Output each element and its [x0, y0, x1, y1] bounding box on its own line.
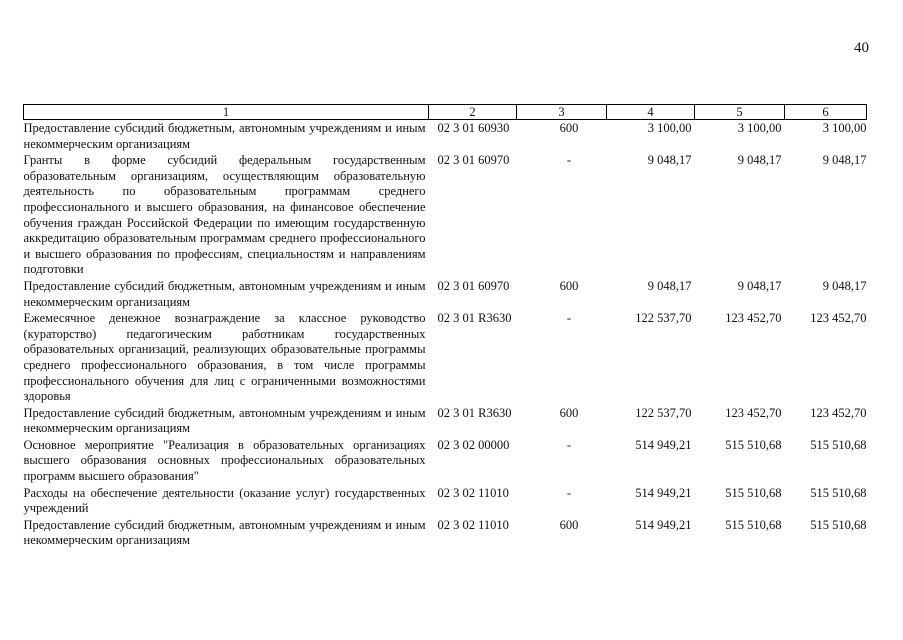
row-description: Предоставление субсидий бюджетным, автономным учреждениям и иным некоммерческим организациям	[23, 121, 426, 151]
column-header-5: 5	[695, 105, 785, 120]
row-expense-type: 600	[559, 278, 579, 293]
row-code: 02 3 02 00000	[437, 437, 510, 452]
table-body	[24, 120, 867, 550]
row-expense-type: -	[566, 485, 572, 500]
row-value-col5: 515 510,68	[725, 485, 782, 500]
row-description: Расходы на обеспечение деятельности (оказание услуг) государственных учреждений	[23, 485, 426, 516]
row-description: Гранты в форме субсидий федеральным государственным образовательным организациям, осуществляющим образовательную деятельность по образовательным программам среднего профессионального и высшего образования, на финансовое обеспечение обучения граждан Российской Федерации по имеющим государственную аккредитацию образовательным программам среднего профессионального и высшего образования по профессиям, специальностям и направлениям подготовки	[23, 153, 426, 277]
row-value-col6: 123 452,70	[810, 405, 867, 420]
row-value-col5: 9 048,17	[737, 278, 782, 293]
row-value-col6: 3 100,00	[822, 121, 867, 135]
row-value-col5: 515 510,68	[725, 517, 782, 532]
table-row	[24, 485, 867, 517]
row-value-col6: 9 048,17	[822, 153, 867, 168]
row-description: Ежемесячное денежное вознаграждение за классное руководство (кураторство) педагогическим работникам государственных образовательных организаций, реализующих образовательные программы среднего профессионального образования, в том числе программы профессионального обучения для лиц с ограниченными возможностями здоровья	[23, 311, 426, 404]
row-value-col4: 514 949,21	[635, 437, 692, 452]
row-code: 02 3 01 60970	[437, 153, 510, 168]
row-description: Предоставление субсидий бюджетным, автономным учреждениям и иным некоммерческим организациям	[23, 517, 426, 548]
table-row	[24, 278, 867, 310]
row-value-col4: 122 537,70	[635, 405, 692, 420]
row-value-col4: 9 048,17	[647, 153, 692, 168]
row-description: Предоставление субсидий бюджетным, автономным учреждениям и иным некоммерческим организациям	[23, 278, 426, 309]
column-header-6: 6	[785, 105, 867, 120]
row-expense-type: -	[566, 311, 572, 326]
table-header	[24, 105, 867, 120]
column-header-3: 3	[517, 105, 607, 120]
row-value-col6: 515 510,68	[810, 437, 867, 452]
row-description: Основное мероприятие "Реализация в образовательных организациях высшего образования основных профессиональных образовательных программ высшего образования"	[23, 437, 426, 484]
table-row	[24, 310, 867, 405]
row-expense-type: -	[566, 437, 572, 452]
row-value-col6: 123 452,70	[810, 311, 867, 326]
row-value-col4: 514 949,21	[635, 485, 692, 500]
table-row	[24, 517, 867, 549]
row-value-col4: 122 537,70	[635, 311, 692, 326]
table-row	[24, 405, 867, 437]
row-value-col5: 123 452,70	[725, 311, 782, 326]
page-number: 40	[854, 40, 869, 56]
column-header-2: 2	[429, 105, 517, 120]
row-code: 02 3 01 60970	[437, 278, 510, 293]
row-value-col4: 9 048,17	[647, 278, 692, 293]
row-expense-type: 600	[559, 517, 579, 532]
row-code: 02 3 02 11010	[437, 485, 509, 500]
column-header-4: 4	[607, 105, 695, 120]
row-expense-type: 600	[559, 405, 579, 420]
column-header-1: 1	[24, 105, 429, 120]
row-code: 02 3 01 R3630	[437, 405, 512, 420]
row-expense-type: -	[566, 153, 572, 168]
row-value-col6: 9 048,17	[822, 278, 867, 293]
table-row	[24, 437, 867, 485]
row-code: 02 3 01 60930	[437, 121, 510, 135]
row-code: 02 3 01 R3630	[437, 311, 512, 326]
table-row	[24, 152, 867, 278]
row-value-col6: 515 510,68	[810, 517, 867, 532]
row-value-col6: 515 510,68	[810, 485, 867, 500]
table-row	[24, 120, 867, 153]
budget-table	[23, 104, 867, 549]
header-row	[24, 105, 867, 120]
row-value-col5: 3 100,00	[737, 121, 782, 135]
row-value-col4: 514 949,21	[635, 517, 692, 532]
row-value-col5: 515 510,68	[725, 437, 782, 452]
row-description: Предоставление субсидий бюджетным, автономным учреждениям и иным некоммерческим организациям	[23, 405, 426, 436]
row-value-col4: 3 100,00	[647, 121, 692, 135]
row-expense-type: 600	[559, 121, 579, 135]
row-value-col5: 123 452,70	[725, 405, 782, 420]
row-value-col5: 9 048,17	[737, 153, 782, 168]
row-code: 02 3 02 11010	[437, 517, 509, 532]
